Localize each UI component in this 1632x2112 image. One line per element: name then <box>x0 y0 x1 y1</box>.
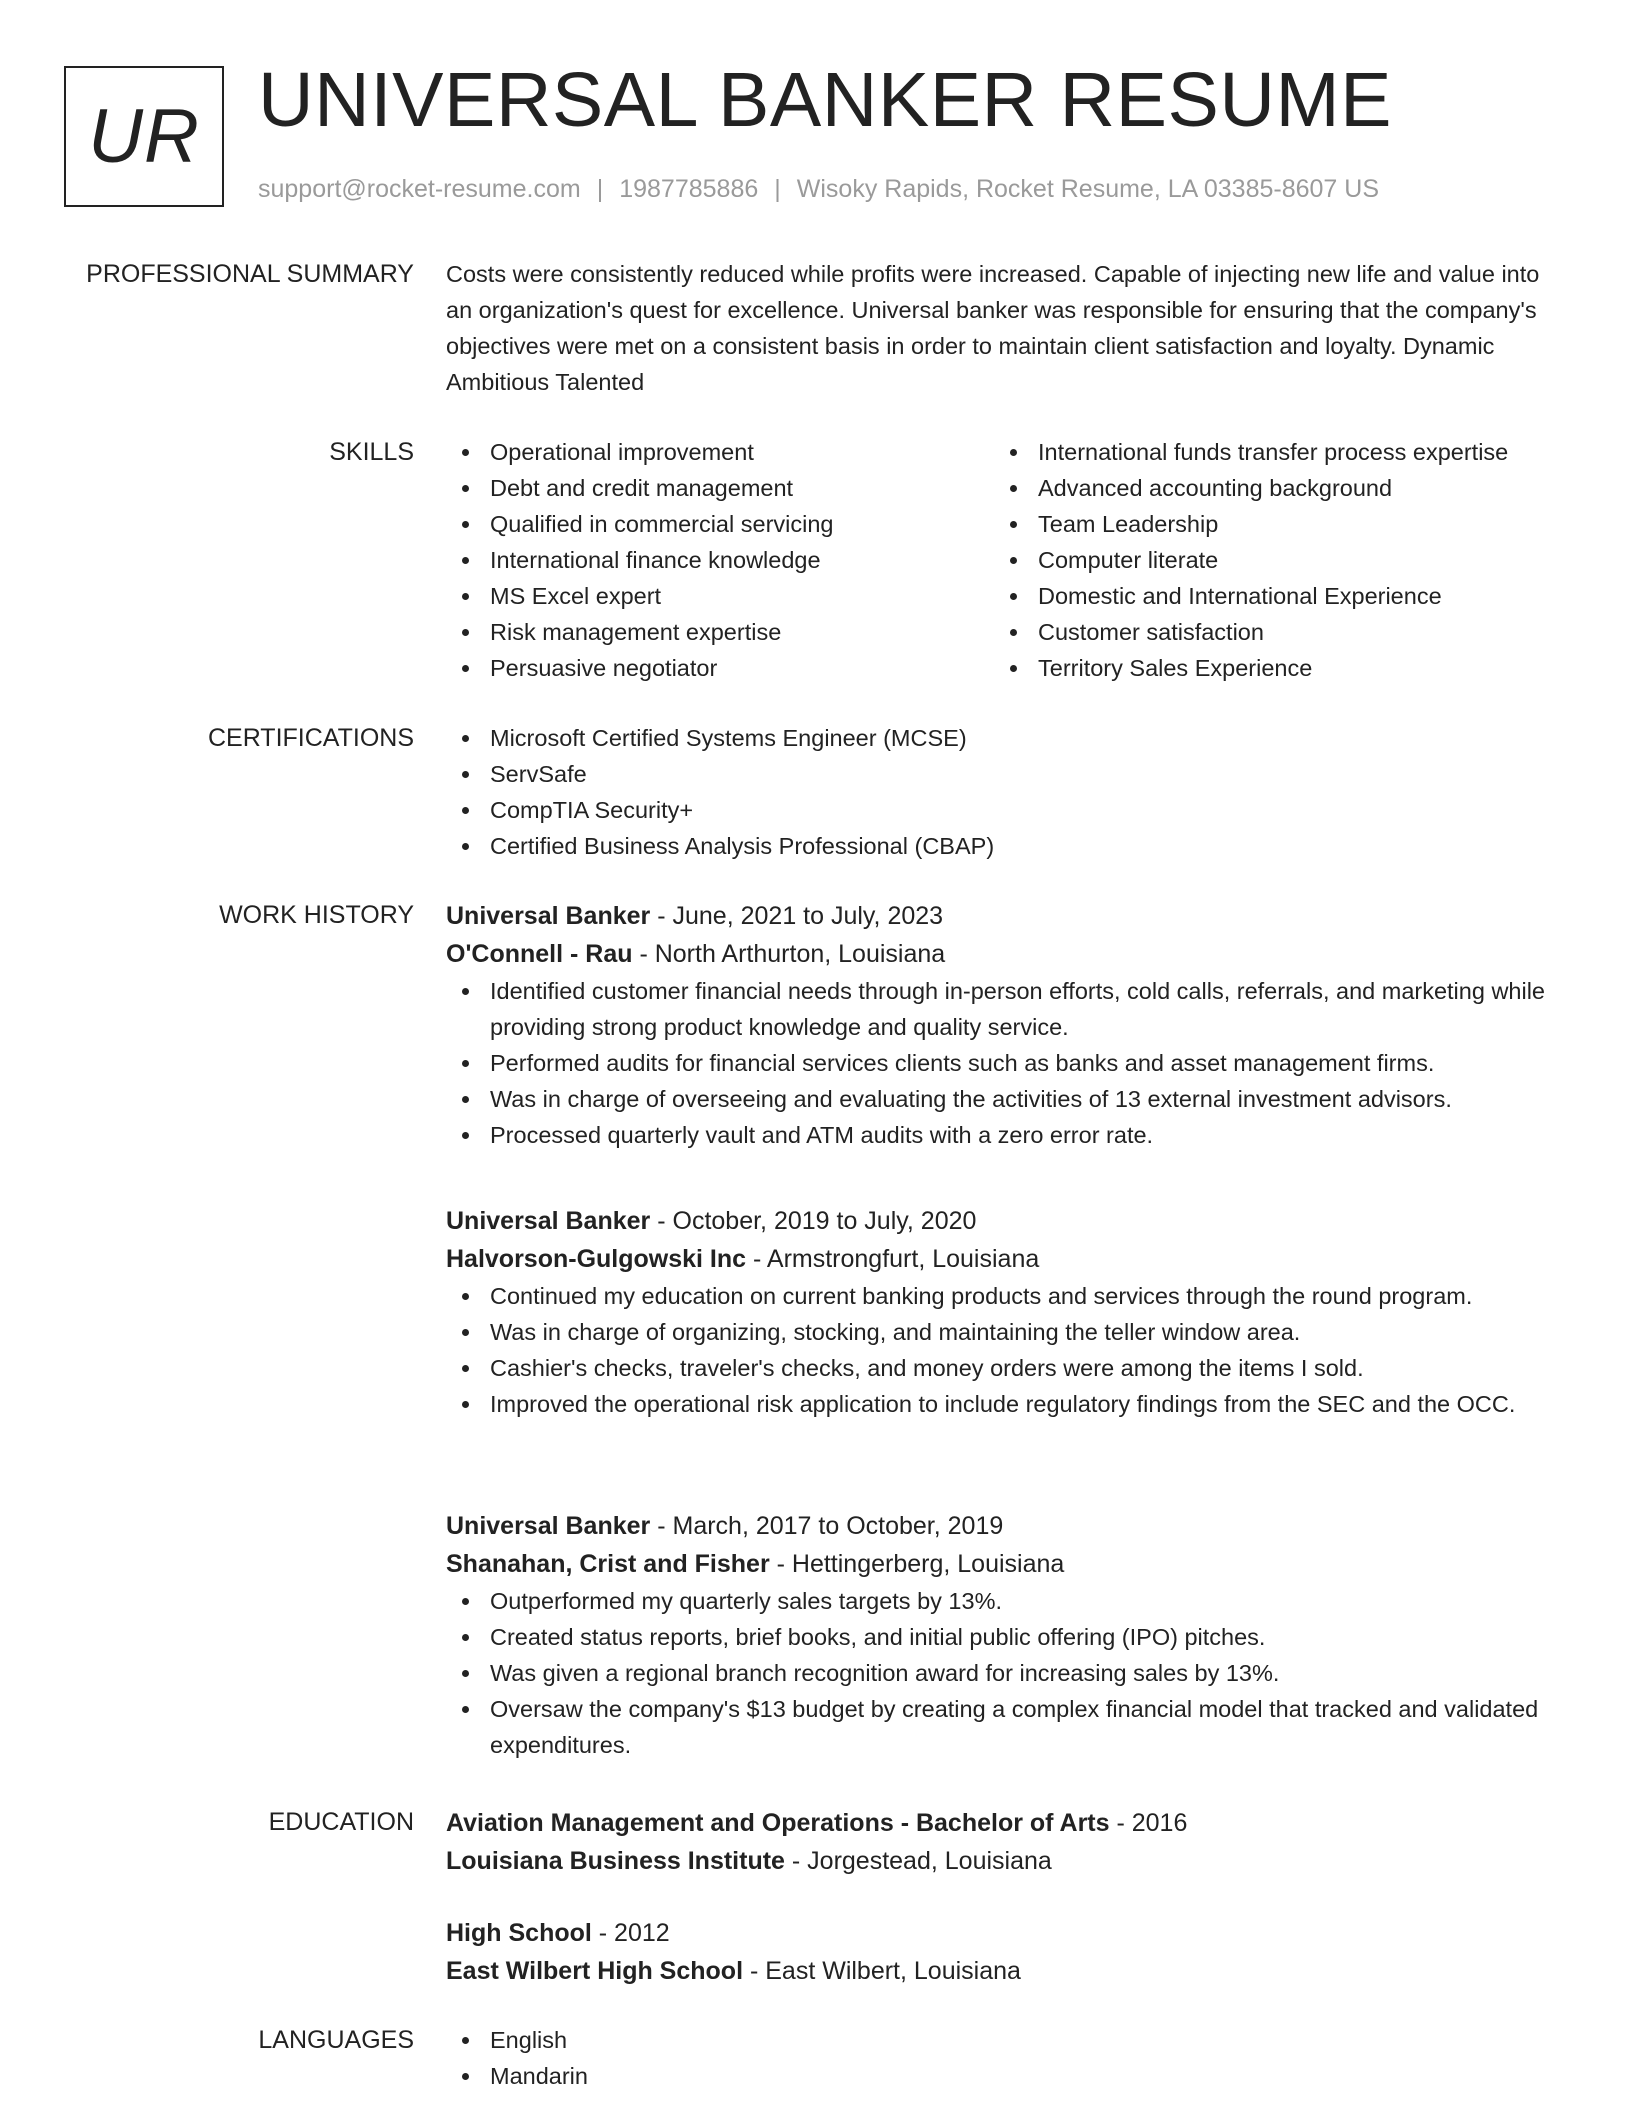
education-entry <box>446 1804 1556 1880</box>
job-title-line <box>446 897 1556 935</box>
skills-list-left <box>446 434 994 686</box>
certification-item: Certified Business Analysis Professional (CBAP) <box>446 828 1556 864</box>
job-title-line <box>446 1507 1556 1545</box>
job-bullet: Improved the operational risk application to include regulatory findings from the SEC and the OCC. <box>446 1386 1556 1422</box>
job-bullets <box>446 1278 1556 1422</box>
job-entry <box>446 1507 1556 1763</box>
job-company: O'Connell - Rau <box>446 940 633 968</box>
job-bullets <box>446 1583 1556 1763</box>
language-item: Mandarin <box>446 2058 1556 2094</box>
contact-line <box>258 175 1379 204</box>
languages-list <box>446 2022 1556 2094</box>
skill-item: Persuasive negotiator <box>446 650 994 686</box>
job-location: - North Arthurton, Louisiana <box>632 940 946 968</box>
contact-separator: | <box>774 175 781 203</box>
resume-title: UNIVERSAL BANKER RESUME <box>258 57 1392 143</box>
job-bullet: Cashier's checks, traveler's checks, and money orders were among the items I sold. <box>446 1350 1556 1386</box>
education-degree-line <box>446 1914 1556 1952</box>
job-company: Shanahan, Crist and Fisher <box>446 1550 770 1578</box>
job-bullet: Outperformed my quarterly sales targets by 13%. <box>446 1583 1556 1619</box>
job-entry <box>446 897 1556 1153</box>
education-school: East Wilbert High School <box>446 1957 744 1985</box>
job-company-line <box>446 935 1556 973</box>
skills-grid <box>446 434 1556 686</box>
job-title-line <box>446 1202 1556 1240</box>
skills-list-right <box>994 434 1542 686</box>
languages-body <box>446 2022 1556 2094</box>
skill-item: International finance knowledge <box>446 542 994 578</box>
section-label-summary: PROFESSIONAL SUMMARY <box>86 260 414 288</box>
job-dates: - March, 2017 to October, 2019 <box>650 1512 1004 1540</box>
education-school: Louisiana Business Institute <box>446 1847 785 1875</box>
job-bullet: Processed quarterly vault and ATM audits with a zero error rate. <box>446 1117 1556 1153</box>
contact-phone: 1987785886 <box>619 175 759 203</box>
education-year: - 2016 <box>1109 1809 1188 1837</box>
contact-address: Wisoky Rapids, Rocket Resume, LA 03385-8607 US <box>796 175 1379 203</box>
certification-item: Microsoft Certified Systems Engineer (MCSE) <box>446 720 1556 756</box>
skill-item: Operational improvement <box>446 434 994 470</box>
education-school-line <box>446 1842 1556 1880</box>
skill-item: Risk management expertise <box>446 614 994 650</box>
skill-item: Team Leadership <box>994 506 1542 542</box>
section-label-skills: SKILLS <box>329 438 414 466</box>
summary-text: Costs were consistently reduced while profits were increased. Capable of injecting new life and value into an organization's quest for excellence. Universal banker was responsible for ensuring that the company's objectives were met on a consistent basis in order to maintain client satisfaction and loyalty. Dynamic Ambitious Talented <box>446 261 1540 395</box>
education-entry <box>446 1914 1556 1990</box>
job-company-line <box>446 1545 1556 1583</box>
job-bullet: Performed audits for financial services clients such as banks and asset management firms. <box>446 1045 1556 1081</box>
education-body <box>446 1804 1556 1985</box>
job-bullet: Continued my education on current banking products and services through the round program. <box>446 1278 1556 1314</box>
education-degree: Aviation Management and Operations - Bachelor of Arts <box>446 1809 1110 1837</box>
contact-separator: | <box>596 175 604 203</box>
education-year: - 2012 <box>591 1919 670 1947</box>
education-school-line <box>446 1952 1556 1990</box>
skill-item: MS Excel expert <box>446 578 994 614</box>
skills-body <box>446 434 1556 686</box>
skill-item: Qualified in commercial servicing <box>446 506 994 542</box>
monogram-text: UR <box>88 94 200 179</box>
job-bullet: Was given a regional branch recognition award for increasing sales by 13%. <box>446 1655 1556 1691</box>
job-company-line <box>446 1240 1556 1278</box>
job-entry <box>446 1202 1556 1422</box>
job-company: Halvorson-Gulgowski Inc <box>446 1245 747 1273</box>
skill-item: Domestic and International Experience <box>994 578 1542 614</box>
education-degree: High School <box>446 1919 592 1947</box>
certifications-list <box>446 720 1556 864</box>
monogram-logo <box>64 66 224 207</box>
section-label-certifications: CERTIFICATIONS <box>207 724 414 752</box>
job-dates: - June, 2021 to July, 2023 <box>650 902 944 930</box>
skill-item: Territory Sales Experience <box>994 650 1542 686</box>
contact-email: support@rocket-resume.com <box>258 175 581 203</box>
skill-item: Advanced accounting background <box>994 470 1542 506</box>
section-label-work: WORK HISTORY <box>219 901 414 929</box>
job-dates: - October, 2019 to July, 2020 <box>650 1207 977 1235</box>
job-title: Universal Banker <box>446 1512 651 1540</box>
skill-item: Computer literate <box>994 542 1542 578</box>
job-title: Universal Banker <box>446 1207 651 1235</box>
job-location: - Hettingerberg, Louisiana <box>769 1550 1065 1578</box>
job-title: Universal Banker <box>446 902 651 930</box>
education-location: - East Wilbert, Louisiana <box>743 1957 1021 1985</box>
job-bullet: Oversaw the company's $13 budget by creating a complex financial model that tracked and validated expenditures. <box>446 1691 1556 1763</box>
job-bullet: Created status reports, brief books, and initial public offering (IPO) pitches. <box>446 1619 1556 1655</box>
skill-item: Customer satisfaction <box>994 614 1542 650</box>
certification-item: CompTIA Security+ <box>446 792 1556 828</box>
job-location: - Armstrongfurt, Louisiana <box>746 1245 1040 1273</box>
skill-item: Debt and credit management <box>446 470 994 506</box>
language-item: English <box>446 2022 1556 2058</box>
job-bullet: Identified customer financial needs through in-person efforts, cold calls, referrals, and marketing while providing strong product knowledge and quality service. <box>446 973 1556 1045</box>
work-history-body <box>446 897 1556 1758</box>
education-location: - Jorgestead, Louisiana <box>784 1847 1052 1875</box>
section-label-education: EDUCATION <box>268 1808 414 1836</box>
job-bullet: Was in charge of overseeing and evaluating the activities of 13 external investment advisors. <box>446 1081 1556 1117</box>
skill-item: International funds transfer process expertise <box>994 434 1542 470</box>
certification-item: ServSafe <box>446 756 1556 792</box>
job-bullets <box>446 973 1556 1153</box>
certifications-body <box>446 720 1556 864</box>
job-bullet: Was in charge of organizing, stocking, and maintaining the teller window area. <box>446 1314 1556 1350</box>
section-label-languages: LANGUAGES <box>258 2026 414 2054</box>
education-degree-line <box>446 1804 1556 1842</box>
